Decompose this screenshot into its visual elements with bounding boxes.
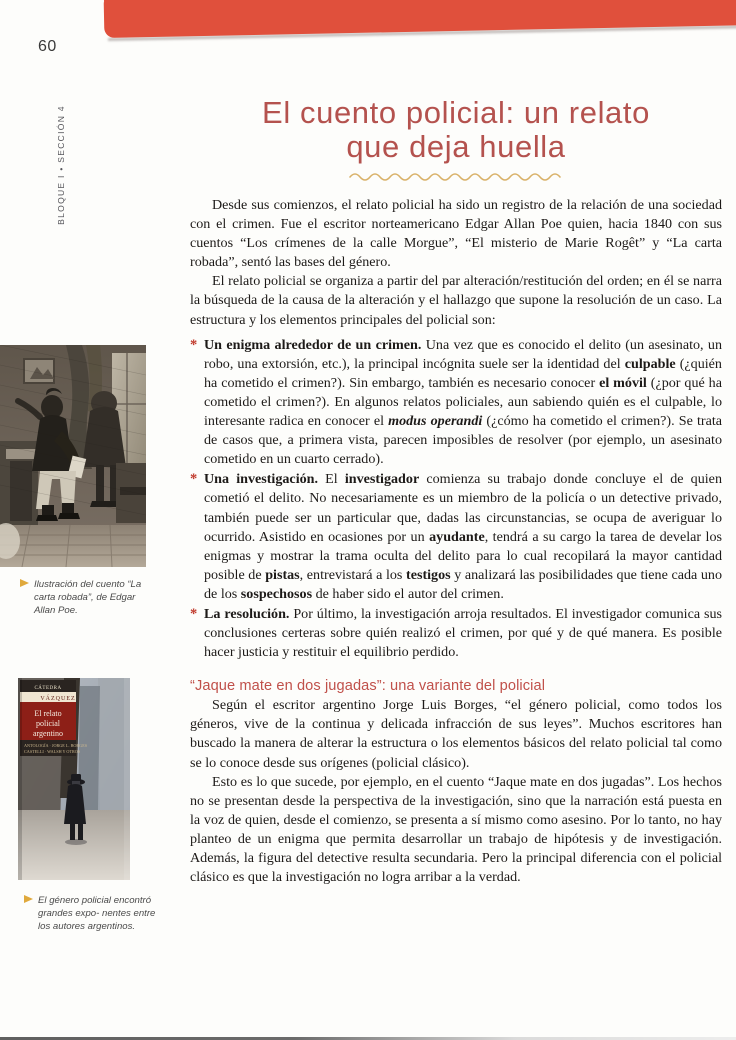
list-item-text: (¿cómo ha cometido el crimen?). Se trata de casos que, a primera vista, parecen imposibles de resolver (por ejemplo, un asesinato cometido en un cuarto cerrado). [204, 413, 723, 468]
figure-book-cover [18, 678, 130, 880]
list-item-text: , entrevistará a los [299, 566, 407, 583]
triangle-marker-icon [20, 579, 29, 587]
caption-line: encontró grandes expo- [38, 895, 152, 920]
page-title [190, 96, 722, 182]
caption-line: argentinos. [87, 921, 136, 933]
svg-text:policial: policial [36, 719, 60, 728]
wavy-underline-icon [348, 170, 564, 182]
section-subheading: “Jaque mate en dos jugadas”: una variante del policial [190, 678, 546, 695]
list-item-text: comienza su trabajo donde concluye el de quien cometió el delito. No necesariamente es un miembro de la policía o un detective privado, también puede ser un particular que, dadas las circunstancias, se ocupa de averiguar lo ocurrido. Asistido en ocasiones por un [204, 471, 722, 545]
banner-shadow [108, 24, 736, 41]
emphasis: investigador [344, 471, 420, 488]
list-item-text: Por último, la investigación arroja resultados. El investigador comunica sus conclusiones certeras sobre quién realizó el crimen, por qué y de qué manera. Es posible hacer justicia y restituir el equilibrio perdido. [204, 605, 722, 661]
asterisk-bullet-icon: * [190, 336, 198, 353]
engraving-image [0, 345, 146, 567]
svg-text:VÁZQUEZ: VÁZQUEZ [40, 696, 76, 702]
emphasis: testigos [406, 566, 451, 583]
svg-text:CÁTEDRA: CÁTEDRA [34, 686, 62, 691]
main-text-column [190, 96, 722, 887]
triangle-marker-icon [24, 895, 33, 903]
figure-book-caption [38, 894, 156, 934]
sidebar-section-label: BLOQUE I • SECCIÓN 4 [56, 105, 66, 225]
caption-line: “La carta robada”, de [34, 579, 142, 604]
emphasis-italic: modus operandi [388, 413, 483, 430]
figure-engraving [0, 345, 146, 567]
emphasis: pistas [265, 566, 300, 583]
svg-text:ANTOLOGÍA · JORGE L. BORGES: ANTOLOGÍA · JORGE L. BORGES [24, 743, 88, 748]
book-cover-image [18, 678, 130, 880]
emphasis: sospechosos [240, 585, 313, 602]
list-item [190, 336, 722, 470]
list-item-text: (¿por qué ha cometido el crimen?). En algunos relatos policiales, aun sabiendo quién es el culpable, lo interesante radica en conocer el [204, 374, 722, 430]
list-item [190, 605, 722, 662]
intro-paragraph-2: El relato policial se organiza a partir del par alteración/restitución del orden; en él se narra la búsqueda de la causa de la alteración y el hallazgo que supone la resolución de un caso. La estructura y los elementos principales del policial son: [190, 273, 722, 328]
banner-bar [104, 0, 736, 38]
caption-line: Edgar Allan Poe. [34, 592, 136, 617]
asterisk-bullet-icon: * [190, 471, 198, 488]
list-item-lead: Un enigma alrededor de un crimen. [204, 336, 422, 353]
caption-line: nentes entre los autores [38, 908, 156, 933]
policial-elements-list [190, 336, 722, 663]
list-item-text: y analizará las posibilidades que tiene cada uno de los [204, 566, 723, 602]
title-line-2: que deja huella [346, 129, 566, 164]
svg-text:argentino: argentino [32, 729, 64, 738]
asterisk-bullet-icon: * [190, 605, 198, 622]
list-item-text: (¿quién ha cometido el crimen?). Sin embargo, también es necesario conocer [204, 355, 722, 391]
page-number: 60 [38, 38, 57, 55]
list-item-text: , tendrá a su cargo la tarea de develar los enigmas y mostrar la trama oculta del delito para lo cual recopilará la mayor cantidad posible de [204, 528, 722, 583]
list-item-text: Una vez que es conocido el delito (un asesinato, un robo, una extorsión, etc.), la principal incógnita suele ser la identidad del [204, 336, 723, 372]
header-banner [0, 0, 736, 66]
section-paragraph-1: Según el escritor argentino Jorge Luis Borges, “el género policial, como todos los géneros, vive de la continua y delicada infracción de sus leyes”. Muchos escritores han buscado la manera de alterar la estructura o los elementos básicos del relato policial tal como se lo conoce desde sus orígenes (policial clásico). [190, 697, 722, 771]
section-paragraph-2: Esto es lo que sucede, por ejemplo, en el cuento “Jaque mate en dos jugadas”. Los hechos no se presentan desde la perspectiva de la investigación, sino que la narración está puesta en la voz de quien, desde el comienzo, se presenta a sí mismo como asesino. Por lo tanto, no hay planteo de un enigma que permita desarrollar un trabajo de hipótesis y de investigación. Además, la figura del detective resulta secundaria. Pero la principal diferencia con el policial clásico es que la investigación no logra arribar a la verdad. [190, 773, 722, 886]
emphasis: culpable [624, 355, 676, 372]
list-item-lead: Una investigación. [204, 471, 319, 488]
emphasis: ayudante [429, 528, 485, 545]
title-line-1: El cuento policial: un relato [262, 95, 650, 130]
caption-line: El género policial [38, 895, 112, 906]
list-item-text: de haber sido el autor del crimen. [312, 585, 504, 602]
banner-tab [103, 0, 164, 8]
figure-engraving-caption [34, 578, 154, 618]
list-item-text: El [318, 471, 345, 488]
svg-text:CASTELLI · WALSH Y OTROS: CASTELLI · WALSH Y OTROS [24, 749, 81, 754]
list-item-lead: La resolución. [204, 605, 290, 622]
emphasis: el móvil [599, 374, 647, 391]
svg-text:El relato: El relato [34, 709, 62, 718]
intro-paragraph-1: Desde sus comienzos, el relato policial ha sido un registro de la relación de una sociedad con el crimen. Fue el escritor norteamericano Edgar Allan Poe quien, hacia 1840 con sus cuentos “Los crímenes de la calle Morgue”, “El misterio de Marie Rogêt” y “La carta robada”, sentó las bases del género. [190, 197, 722, 271]
list-item [190, 470, 722, 604]
caption-line: Ilustración del cuento [34, 579, 125, 590]
